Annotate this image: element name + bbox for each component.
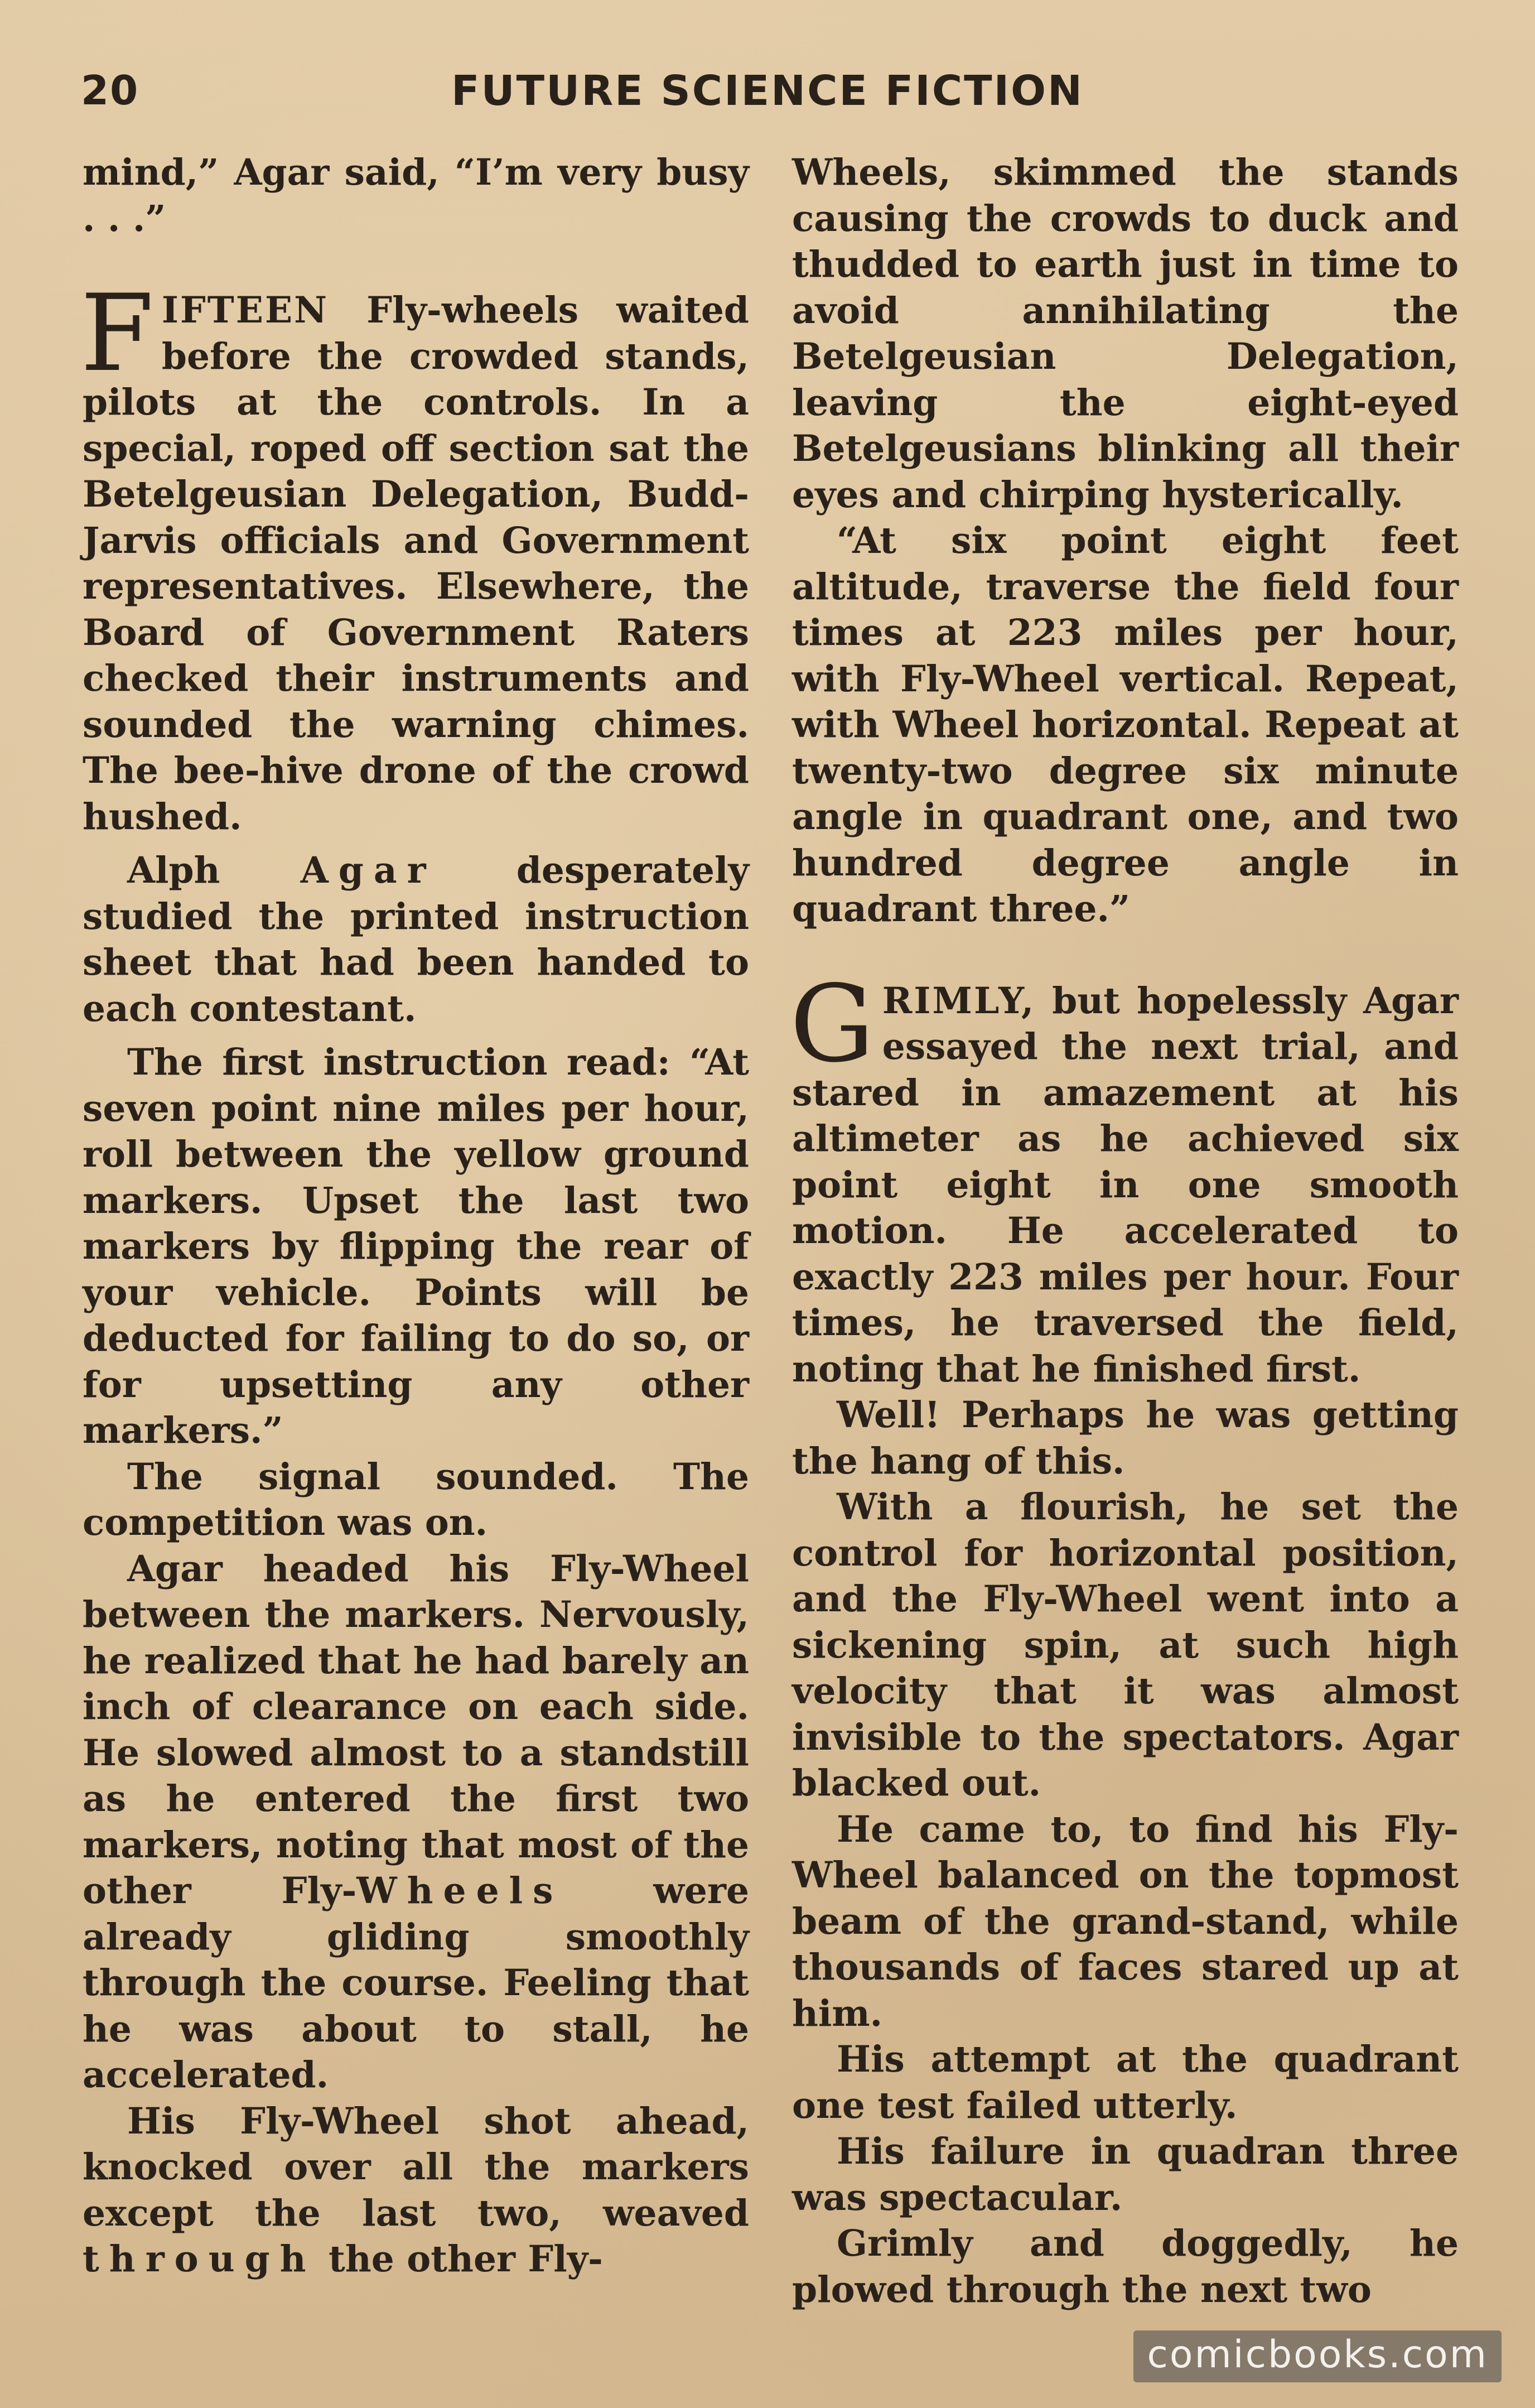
- paragraph: His attempt at the quadrant one test failed utterly.: [792, 2038, 1459, 2127]
- paragraph: He came to, to find his Fly-Wheel balanced on the topmost beam of the grand-stand, while thousands of faces stared up at him.: [792, 1808, 1459, 2035]
- paragraph: The signal sounded. The competition was on.: [83, 1455, 749, 1544]
- paragraph-text: Alph: [127, 849, 301, 892]
- drop-cap: F: [80, 272, 154, 395]
- paragraph-text: desperately studied the printed instruction sheet that had been handed to each contestant.: [83, 849, 749, 1030]
- running-head: FUTURE SCIENCE FICTION: [451, 67, 1084, 115]
- paragraph: The first instruction read: “At seven point nine miles per hour, roll between the yellow ground markers. Upset the last two markers by flipping the rear of your vehicle. Points will be deducted for failing to do so, or for upsetting any other markers.”: [83, 1041, 749, 1452]
- drop-cap: G: [790, 962, 875, 1086]
- paragraph: His failure in quadran three was spectacular.: [792, 2130, 1459, 2219]
- paragraph-text: Agar headed his Fly-Wheel between the markers. Nervously, he realized that he had barely an inch of clearance on each side. He slowed almost to a standstill as he entered the first two markers, noting that most of the other Fly-: [83, 1547, 749, 1912]
- paragraph: “At six point eight feet altitude, traverse the field four times at 223 miles per hour, with Fly-Wheel vertical. Repeat, with Wheel horizontal. Repeat at twenty-two degree six minute angle in quadrant one, and two hundred degree angle in quadrant three.”: [792, 519, 1459, 930]
- page-header: [81, 67, 1454, 128]
- letterspaced-word: Wheels: [356, 1870, 563, 1912]
- left-column: [80, 150, 749, 2282]
- paragraph-text: Fly-wheels waited before the crowded stands, pilots at the controls. In a special, roped off section sat the Betelgeusian Delegation, Budd-Jarvis officials and Government representatives. Elsewhere, the Board of Government Raters checked their instruments and sounded the warning chimes. The bee-hive drone of the crowd hushed.: [83, 289, 749, 838]
- right-column: [792, 150, 1459, 2313]
- lead-word: IFTEEN: [161, 289, 329, 331]
- paragraph: [83, 1546, 749, 2098]
- page-number: 20: [81, 67, 139, 114]
- paragraph-text: the other Fly-: [316, 2238, 603, 2280]
- paragraph: Grimly and doggedly, he plowed through the next two: [792, 2222, 1459, 2311]
- section-opening-paragraph: [80, 272, 749, 840]
- paragraph: With a flourish, he set the control for horizontal position, and the Fly-Wheel went into a sickening spin, at such high velocity that it was almost invisible to the spectators. Agar blacked out.: [792, 1486, 1459, 1804]
- paragraph: mind,” Agar said, “I’m very busy . . .”: [83, 151, 749, 240]
- paragraph: [83, 2098, 749, 2282]
- lead-word: RIMLY,: [882, 979, 1036, 1022]
- paragraph: Wheels, skimmed the stands causing the crowds to duck and thudded to earth just in time to avoid annihilating the Betelgeusian Delegation, leaving the eight-eyed Betelgeusians blinking all their eyes and chirping hysterically.: [792, 151, 1459, 516]
- letterspaced-word: through: [83, 2238, 316, 2280]
- letterspaced-word: Agar: [300, 849, 436, 892]
- section-opening-paragraph: [790, 962, 1459, 1393]
- paragraph-text: His Fly-Wheel shot ahead, knocked over all the markers except the last two, weaved: [83, 2099, 749, 2234]
- paragraph-text: were already gliding smoothly through the course. Feeling that he was about to stall, he accelerated.: [83, 1870, 749, 2096]
- paragraph: [83, 847, 749, 1032]
- paragraph-text: but hopelessly Agar essayed the next trial, and stared in amazement at his altimeter as he achieved six point eight in one smooth motion. He accelerated to exactly 223 miles per hour. Four times, he traversed the field, noting that he finished first.: [792, 979, 1459, 1390]
- paragraph: Well! Perhaps he was getting the hang of this.: [792, 1394, 1459, 1482]
- watermark-badge: comicbooks.com: [1133, 2330, 1502, 2382]
